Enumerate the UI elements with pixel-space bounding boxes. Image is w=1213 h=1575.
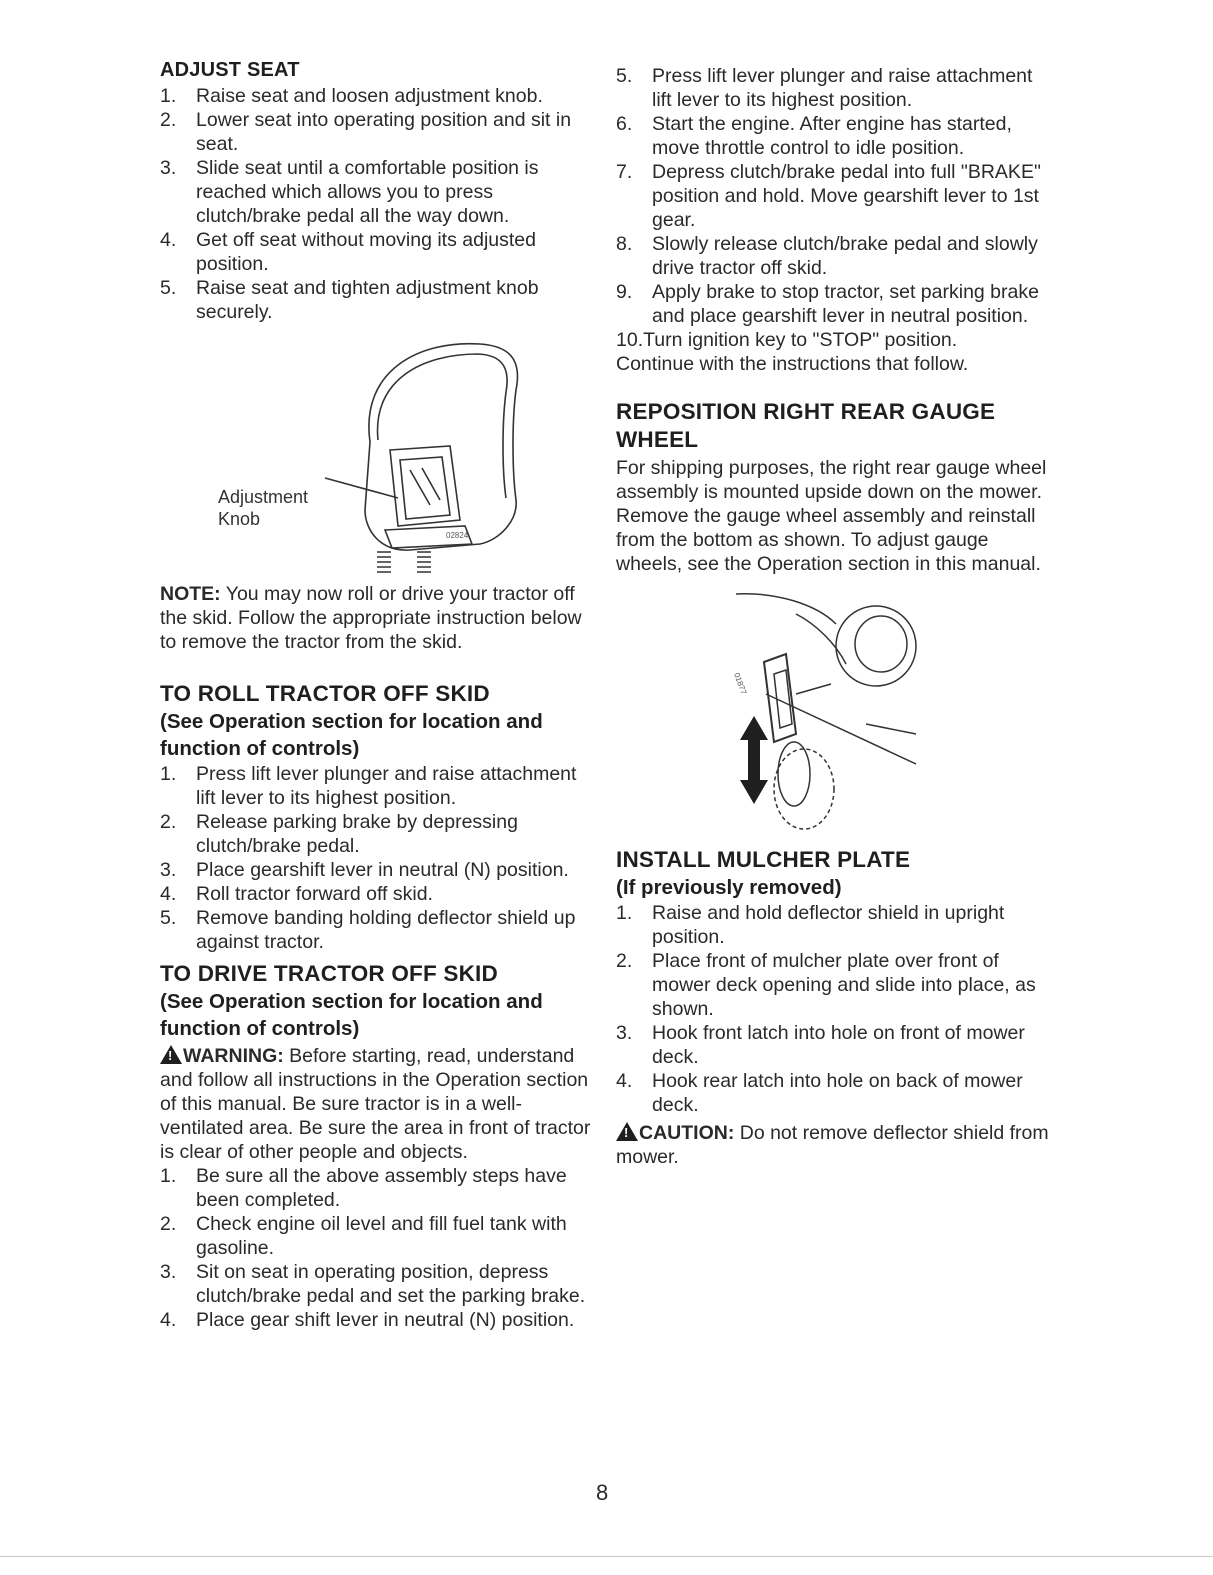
warning-lead: WARNING: [183, 1045, 284, 1067]
list-item: 1. Press lift lever plunger and raise attachment lift lever to its highest position. [160, 763, 577, 809]
mulcher-heading: INSTALL MULCHER PLATE [616, 847, 911, 872]
list-item: 2. Lower seat into operating position and sit in seat. [160, 109, 572, 155]
caution-icon [616, 1122, 638, 1141]
caution-paragraph: !CAUTION: Do not remove deflector shield from mower. [616, 1121, 1056, 1169]
list-item: 3. Slide seat until a comfortable position is reached which allows you to press clutch/brake pedal all the way down. [160, 157, 539, 227]
list-item: 6. Start the engine. After engine has started, move throttle control to idle position. [616, 113, 1012, 159]
figure-code: 01877 [732, 671, 749, 696]
gauge-wheel-figure [616, 584, 1056, 846]
roll-off-steps [160, 762, 600, 954]
adjustment-label-line2: Knob [218, 509, 261, 529]
warning-paragraph: !WARNING: Before starting, read, understand and follow all instructions in the Operation section of this manual. Be sure tractor is in a well-ventilated area. Be sure the area in front of tractor is clear of other people and objects. [160, 1044, 600, 1164]
bottom-divider [0, 1556, 1213, 1557]
adjust-seat-steps [160, 84, 600, 324]
right-column [616, 64, 1056, 1169]
caution-lead: CAUTION: [639, 1122, 735, 1144]
list-item: 2. Release parking brake by depressing clutch/brake pedal. [160, 811, 518, 857]
warning-icon [160, 1045, 182, 1064]
list-item: 4. Roll tractor forward off skid. [160, 883, 433, 905]
mulcher-steps [616, 901, 1056, 1117]
list-item: 3. Sit on seat in operating position, depress clutch/brake pedal and set the parking brake. [160, 1261, 586, 1307]
list-item: 9. Apply brake to stop tractor, set parking brake and place gearshift lever in neutral position. [616, 281, 1039, 327]
list-item: 1. Be sure all the above assembly steps have been completed. [160, 1165, 567, 1211]
list-item: 7. Depress clutch/brake pedal into full "BRAKE" position and hold. Move gearshift lever to 1st gear. [616, 161, 1041, 231]
adjustment-label-line1: Adjustment [218, 487, 309, 507]
list-item: 10.Turn ignition key to "STOP" position. [616, 329, 958, 351]
left-column [160, 58, 600, 1332]
seat-illustration [160, 330, 600, 580]
note-lead: NOTE: [160, 583, 221, 605]
figure-code: 02824 [446, 531, 469, 540]
up-down-arrow-icon [740, 716, 768, 804]
gauge-wheel-illustration [616, 584, 1056, 846]
drive-off-subheading: (See Operation section for location and function of controls) [160, 990, 543, 1040]
drive-off-steps-right [616, 64, 1056, 352]
roll-off-subheading: (See Operation section for location and function of controls) [160, 710, 543, 760]
continue-text: Continue with the instructions that follow. [616, 353, 969, 375]
list-item: 2. Place front of mulcher plate over front of mower deck opening and slide into place, as shown. [616, 950, 1036, 1020]
mulcher-subheading: (If previously removed) [616, 876, 842, 899]
list-item: 4. Place gear shift lever in neutral (N) position. [160, 1309, 575, 1331]
adjust-seat-heading: ADJUST SEAT [160, 59, 300, 81]
reposition-paragraph: For shipping purposes, the right rear gauge wheel assembly is mounted upside down on the mower. Remove the gauge wheel assembly and reinstall from the bottom as shown. To adjust gauge wheels, see the Operation section in this manual. [616, 457, 1047, 575]
list-item: 5. Raise seat and tighten adjustment knob securely. [160, 277, 539, 323]
list-item: 5. Press lift lever plunger and raise attachment lift lever to its highest position. [616, 65, 1033, 111]
list-item: 8. Slowly release clutch/brake pedal and slowly drive tractor off skid. [616, 233, 1038, 279]
drive-off-heading: TO DRIVE TRACTOR OFF SKID [160, 961, 498, 986]
list-item: 1. Raise and hold deflector shield in upright position. [616, 902, 1005, 948]
roll-off-heading: TO ROLL TRACTOR OFF SKID [160, 681, 490, 706]
list-item: 4. Get off seat without moving its adjusted position. [160, 229, 536, 275]
reposition-heading: REPOSITION RIGHT REAR GAUGE WHEEL [616, 399, 996, 452]
page-number: 8 [596, 1480, 609, 1505]
list-item: 5. Remove banding holding deflector shield up against tractor. [160, 907, 576, 953]
note-paragraph: NOTE: You may now roll or drive your tractor off the skid. Follow the appropriate instruction below to remove the tractor from the skid. [160, 583, 582, 653]
list-item: 1. Raise seat and loosen adjustment knob. [160, 85, 543, 107]
seat-figure [160, 330, 600, 580]
list-item: 4. Hook rear latch into hole on back of mower deck. [616, 1070, 1023, 1116]
list-item: 3. Hook front latch into hole on front of mower deck. [616, 1022, 1025, 1068]
drive-off-steps-left [160, 1164, 600, 1332]
list-item: 2. Check engine oil level and fill fuel tank with gasoline. [160, 1213, 567, 1259]
list-item: 3. Place gearshift lever in neutral (N) position. [160, 859, 569, 881]
